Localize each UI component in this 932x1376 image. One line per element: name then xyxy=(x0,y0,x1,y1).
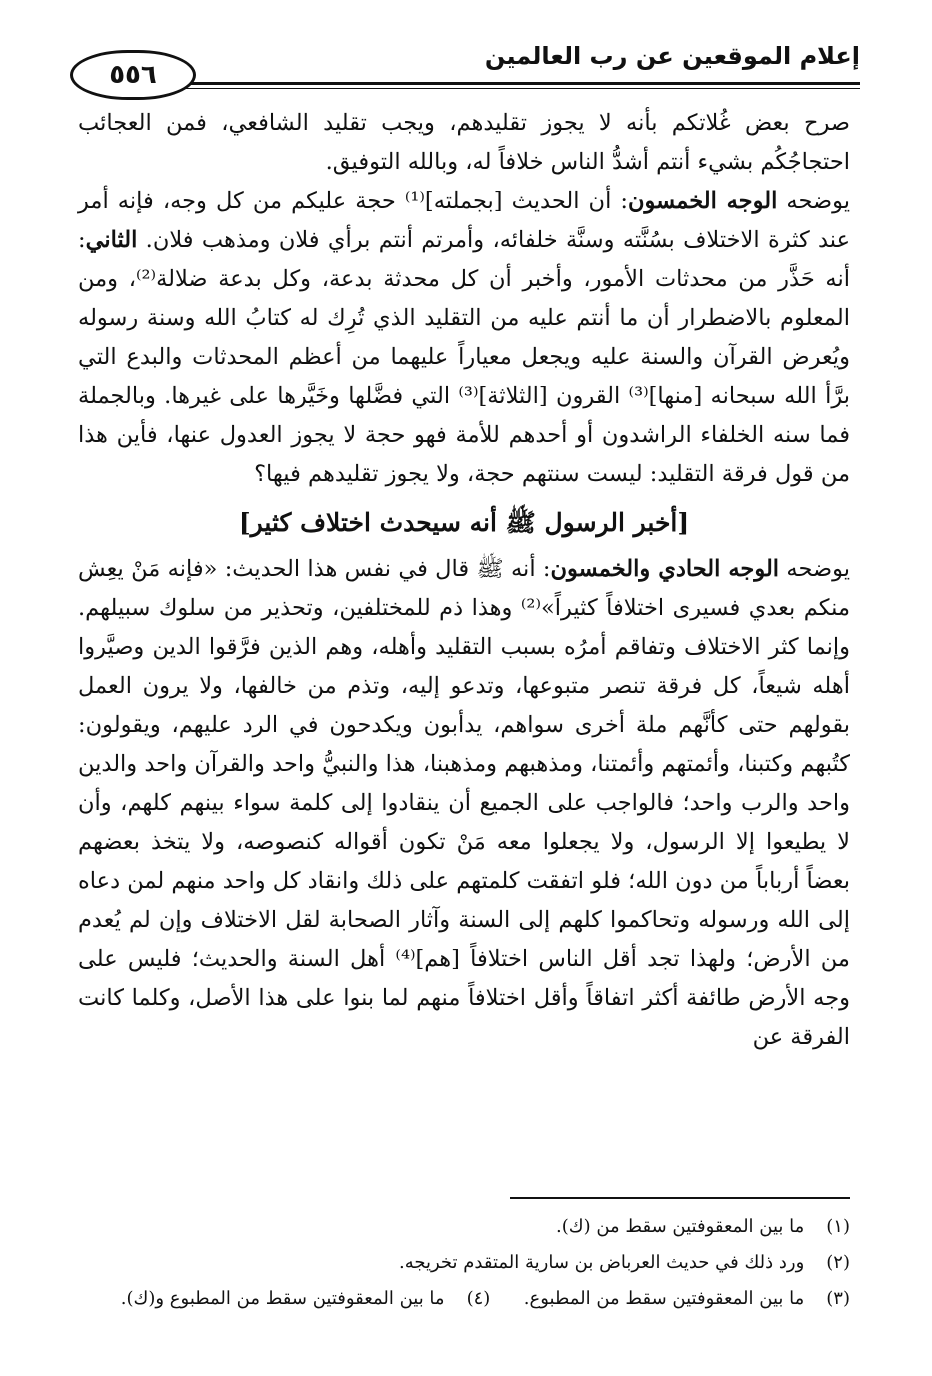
paragraph-3 xyxy=(78,550,850,1057)
para2-lead: يوضحه xyxy=(777,188,850,214)
main-text xyxy=(78,104,850,1057)
para2-text-b: : أنه حَذَّر من محدثات الأمور، وأخبر أن كل محدثة بدعة، وكل بدعة ضلالة⁽²⁾، ومن المعلوم بالاضطرار أن ما أنتم عليه من التقليد الذي تُرِك له كتابُ الله وسنة رسوله ويُعرض القرآن والسنة عليه ويجعل معياراً عليهما من أعظم المحدثات والبدع التي برَّأ الله سبحانه [منها]⁽³⁾ القرون [الثلاثة]⁽³⁾ التي فضَّلها وخَيَّرها على غيرها. وبالجملة فما سنه الخلفاء الراشدون أو أحدهم للأمة فهو حجة لا يجوز العدول عنها، فأين هذا من قول فرقة التقليد: ليست سنتهم حجة، ولا يجوز تقليدهم فيها؟ xyxy=(78,227,850,487)
footnote-3-4 xyxy=(70,1281,850,1317)
para2-heading-second: الثاني xyxy=(85,227,138,253)
page-number: ٥٥٦ xyxy=(70,50,196,100)
footnote-number: (٢) xyxy=(826,1252,850,1273)
footnote-number: (١) xyxy=(826,1216,850,1237)
paragraph-2 xyxy=(78,182,850,494)
para3-heading-fifty-one: الوجه الحادي والخمسون xyxy=(550,556,780,582)
footnote-text: ورد ذلك في حديث العرباض بن سارية المتقدم تخريجه. xyxy=(398,1252,805,1273)
para2-text-a: : أن الحديث [بجملته]⁽¹⁾ حجة عليكم من كل وجه، فإنه أمر عند كثرة الاختلاف بسُنَّته وسنَّة خلفائه، وأمرتم أنتم برأي فلان ومذهب فلان. xyxy=(78,188,850,253)
para3-lead: يوضحه xyxy=(779,556,850,582)
footnotes xyxy=(70,1209,850,1317)
page-header xyxy=(70,36,860,96)
paragraph-1: صرح بعض غُلاتكم بأنه لا يجوز تقليدهم، ويجب تقليد الشافعي، فمن العجائب احتجاجُكُم بشيء أنتم أشدُّ الناس خلافاً له، وبالله التوفيق. xyxy=(78,110,850,175)
para3-text: : أنه ﷺ قال في نفس هذا الحديث: «فإنه مَنْ يعِش منكم بعدي فسيرى اختلافاً كثيراً»⁽²⁾ وهذا ذم للمختلفين، وتحذير من سلوك سبيلهم. وإنما كثر الاختلاف وتفاقم أمرُه بسبب التقليد وأهله، وهم الذين فرَّقوا الدين وصيَّروا أهله شيعاً، كل فرقة تنصر متبوعها، وتدعو إليه، وتذم من خالفها، ولا يرون العمل بقولهم حتى كأنَّهم ملة أخرى سواهم، يدأبون ويكدحون في الرد عليهم، ويقولون: كتُبهم وكتبنا، وأئمتهم وأئمتنا، ومذهبهم ومذهبنا، هذا والنبيُّ واحد والقرآن واحد والدين واحد والرب واحد؛ فالواجب على الجميع أن ينقادوا إلى كلمة سواء بينهم كلهم، وأن لا يطيعوا إلا الرسول، ولا يجعلوا معه مَنْ تكون أقواله كنصوصه، ولا يتخذ بعضهم بعضاً أرباباً من دون الله؛ فلو اتفقت كلمتهم على ذلك وانقاد كل واحد منهم لمن دعاه إلى الله ورسوله وتحاكموا كلهم إلى السنة وآثار الصحابة لقل الاختلاف وإن لم يُعدم من الأرض؛ ولهذا تجد أقل الناس اختلافاً [هم]⁽⁴⁾ أهل السنة والحديث؛ فليس على وجه الأرض طائفة أكثر اتفاقاً وأقل اختلافاً منهم لما بنوا على هذا الأصل، وكلما كانت الفرقة عن xyxy=(78,556,850,1050)
footnote-number: (٣) xyxy=(826,1288,850,1309)
book-title: إعلام الموقعين عن رب العالمين xyxy=(484,42,860,70)
footnote-1 xyxy=(70,1209,850,1245)
section-heading: [أخبر الرسول ﷺ أنه سيحدث اختلاف كثير] xyxy=(238,508,690,537)
footnote-rule xyxy=(510,1197,850,1199)
footnote-number: (٤) xyxy=(466,1288,491,1309)
footnote-text: ما بين المعقوفتين سقط من (ك). xyxy=(556,1216,805,1237)
header-rule xyxy=(130,82,860,89)
footnote-2 xyxy=(70,1245,850,1281)
footnote-text: ما بين المعقوفتين سقط من المطبوع. xyxy=(523,1288,805,1309)
para2-heading-fifty: الوجه الخمسون xyxy=(628,188,778,214)
footnote-text: ما بين المعقوفتين سقط من المطبوع و(ك). xyxy=(120,1288,445,1309)
